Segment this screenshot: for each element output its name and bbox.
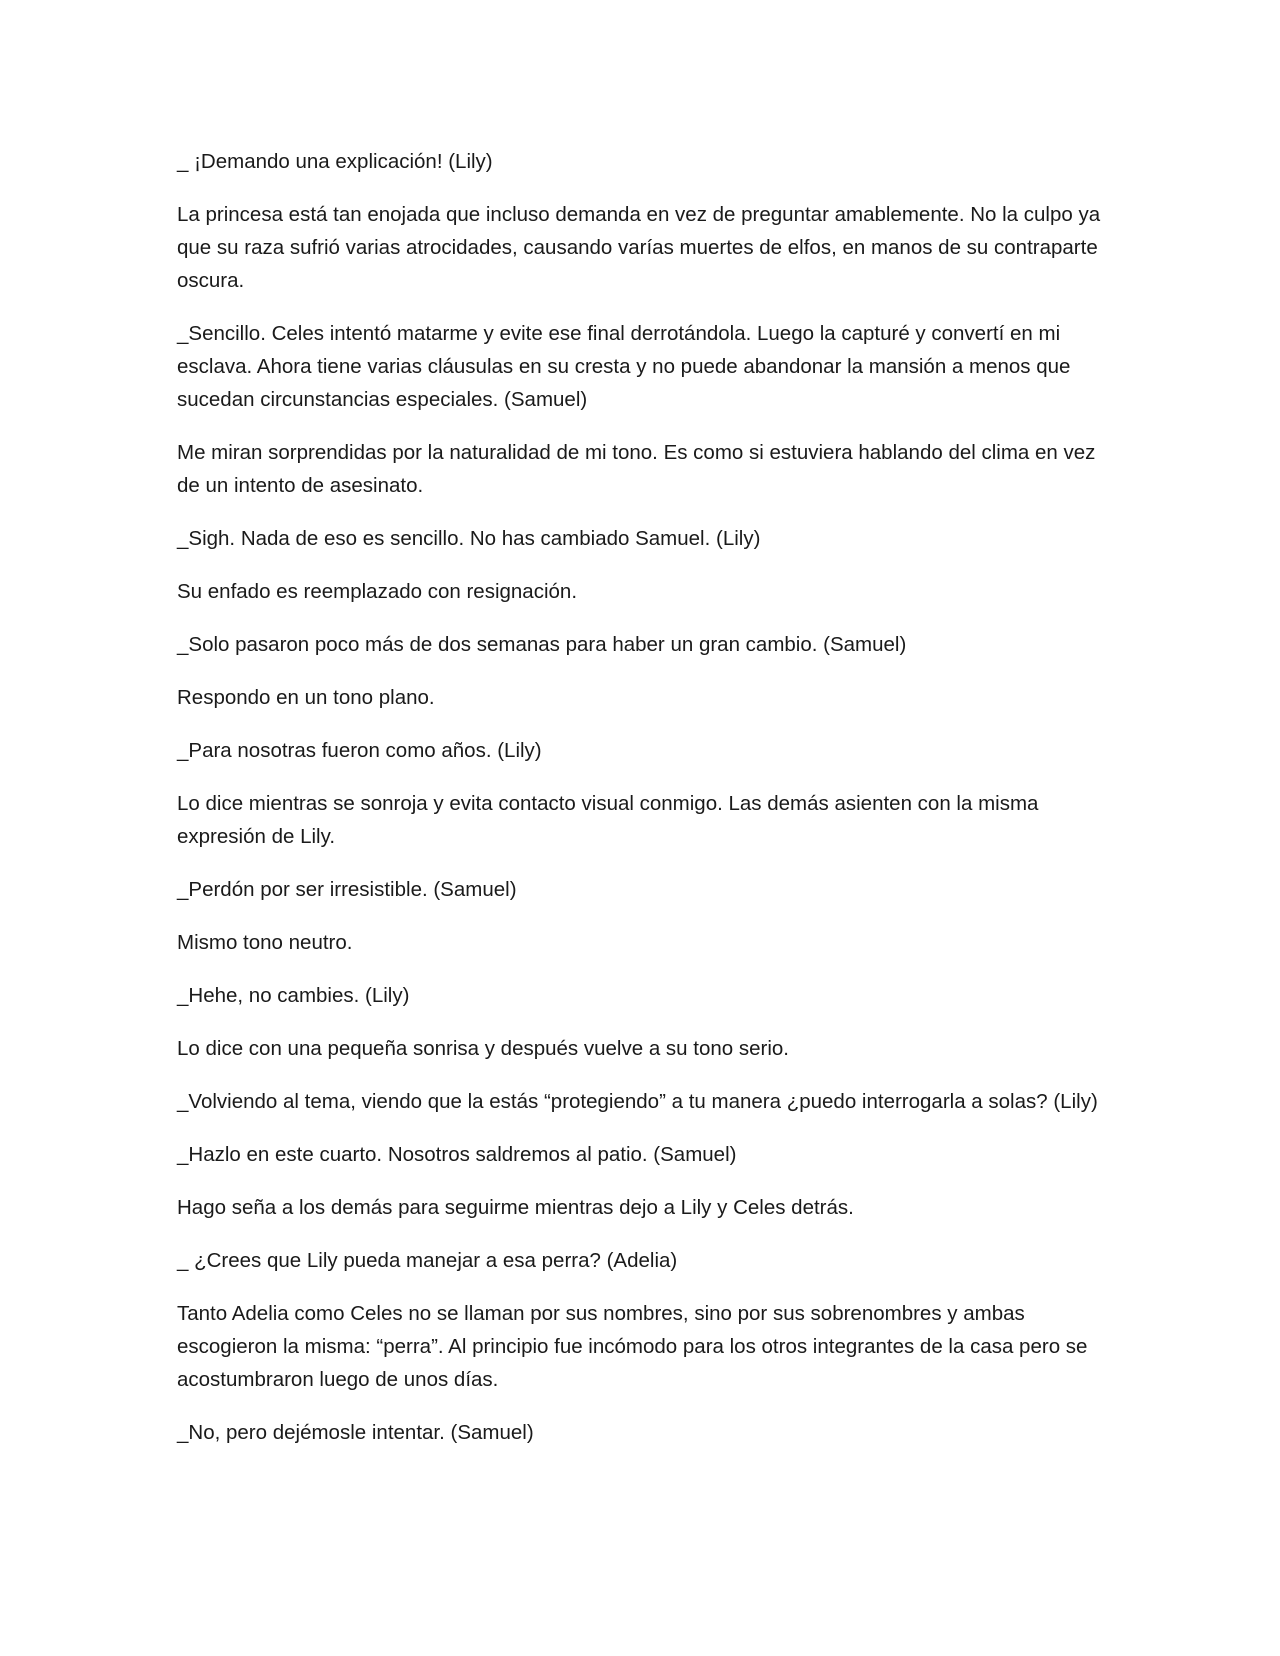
dialogue-line: _Hazlo en este cuarto. Nosotros saldremos al patio. (Samuel) [177,1143,737,1166]
dialogue-line: _Volviendo al tema, viendo que la estás “protegiendo” a tu manera ¿puedo interrogarla a solas? (Lily) [177,1090,1098,1113]
dialogue-line: _Solo pasaron poco más de dos semanas para haber un gran cambio. (Samuel) [177,633,907,656]
narration-paragraph: Lo dice mientras se sonroja y evita contacto visual conmigo. Las demás asienten con la misma expresión de Lily. [177,792,1039,848]
dialogue-line: _No, pero dejémosle intentar. (Samuel) [177,1421,534,1444]
dialogue-line: _ ¿Crees que Lily pueda manejar a esa perra? (Adelia) [177,1249,678,1272]
dialogue-line: _Perdón por ser irresistible. (Samuel) [177,878,517,901]
document-body [177,145,1102,1469]
narration-paragraph: La princesa está tan enojada que incluso demanda en vez de preguntar amablemente. No la culpo ya que su raza sufrió varias atrocidades, causando varías muertes de elfos, en manos de su contraparte oscura. [177,203,1101,292]
dialogue-line: _Sigh. Nada de eso es sencillo. No has cambiado Samuel. (Lily) [177,527,761,550]
narration-paragraph: Respondo en un tono plano. [177,686,435,709]
narration-paragraph: Mismo tono neutro. [177,931,353,954]
narration-paragraph: Tanto Adelia como Celes no se llaman por sus nombres, sino por sus sobrenombres y ambas escogieron la misma: “perra”. Al principio fue incómodo para los otros integrantes de la casa pero se acostumbraron luego de unos días. [177,1302,1088,1391]
dialogue-line: _Hehe, no cambies. (Lily) [177,984,410,1007]
narration-paragraph: Lo dice con una pequeña sonrisa y después vuelve a su tono serio. [177,1037,789,1060]
dialogue-line: _ ¡Demando una explicación! (Lily) [177,150,493,173]
narration-paragraph: Su enfado es reemplazado con resignación. [177,580,578,603]
narration-paragraph: Me miran sorprendidas por la naturalidad de mi tono. Es como si estuviera hablando del clima en vez de un intento de asesinato. [177,441,1096,497]
dialogue-line: _Sencillo. Celes intentó matarme y evite ese final derrotándola. Luego la capturé y convertí en mi esclava. Ahora tiene varias cláusulas en su cresta y no puede abandonar la mansión a menos que sucedan circunstancias especiales. (Samuel) [177,322,1071,411]
dialogue-line: _Para nosotras fueron como años. (Lily) [177,739,542,762]
narration-paragraph: Hago seña a los demás para seguirme mientras dejo a Lily y Celes detrás. [177,1196,854,1219]
